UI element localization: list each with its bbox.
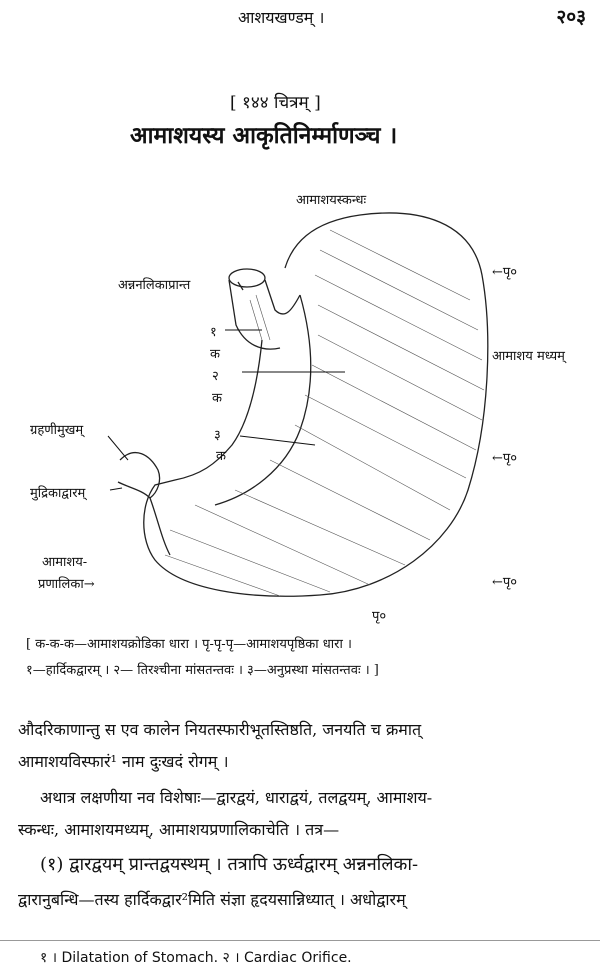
- legend-line-2: १—हार्दिकद्वारम् । २— तिरश्चीना मांसतन्तवः । ३—अनुप्रस्था मांसतन्तवः । ]: [26, 663, 379, 678]
- label-k3: क: [216, 449, 226, 464]
- label-pyloric-orifice: मुद्रिकाद्वारम्: [30, 486, 86, 501]
- label-duodenal-opening: ग्रहणीमुखम्: [30, 423, 84, 438]
- body-line-2: आमाशयविस्फारं¹ नाम दुःखदं रोगम् ।: [18, 752, 229, 771]
- label-k1: क: [210, 347, 220, 362]
- body-line-3: अथात्र लक्षणीया नव विशेषाः—द्वारद्वयं, धाराद्वयं, तलद्वयम्, आमाशय-: [40, 788, 433, 807]
- label-stomach-shoulder: आमाशयस्कन्धः: [296, 193, 367, 208]
- label-canal-line2: प्रणालिका→: [38, 577, 95, 592]
- footnote-rule: [0, 940, 600, 941]
- legend-line-1: [ क-क-क—आमाशयक्रोडिका धारा । पृ-पृ-पृ—आमाशयपृष्ठिका धारा ।: [26, 637, 352, 652]
- label-canal-line1: आमाशय-: [42, 555, 88, 570]
- figure-number-caption: [ १४४ चित्रम् ]: [230, 93, 321, 113]
- footnote: १ । Dilatation of Stomach. २ । Cardiac Orifice.: [40, 950, 352, 966]
- label-n3: ३: [214, 428, 221, 443]
- body-line-4: स्कन्धः, आमाशयमध्यम्, आमाशयप्रणालिकाचेति । तत्र—: [18, 820, 340, 839]
- label-k2: क: [212, 391, 222, 406]
- label-stomach-middle: आमाशय मध्यम्: [492, 349, 565, 364]
- body-line-5: (१) द्वारद्वयम् प्रान्तद्वयस्थम् । तत्रापि ऊर्ध्वद्वारम् अन्ननलिका-: [40, 854, 419, 875]
- body-line-1: औदरिकाणान्तु स एव कालेन नियतस्फारीभूतस्तिष्ठति, जनयति च क्रमात्: [18, 720, 422, 739]
- label-esophageal-end: अन्ननलिकाप्रान्त: [118, 278, 191, 293]
- label-p-bottom: पृ०: [372, 609, 387, 624]
- label-p-low: ←पृ०: [492, 575, 518, 590]
- page-number: २०३: [556, 6, 586, 28]
- running-title: आशयखण्डम् ।: [238, 8, 325, 27]
- label-n2: २: [212, 369, 219, 384]
- body-line-6: द्वारानुबन्धि—तस्य हार्दिकद्वार²मिति संज्ञा हृदयसान्निध्यात् । अधोद्वारम्: [18, 890, 406, 909]
- label-p-mid: ←पृ०: [492, 451, 518, 466]
- figure-title: आमाशयस्य आकृतिनिर्म्माणञ्च ।: [130, 122, 398, 149]
- label-p-top: ←पृ०: [492, 265, 518, 280]
- label-n1: १: [210, 325, 217, 340]
